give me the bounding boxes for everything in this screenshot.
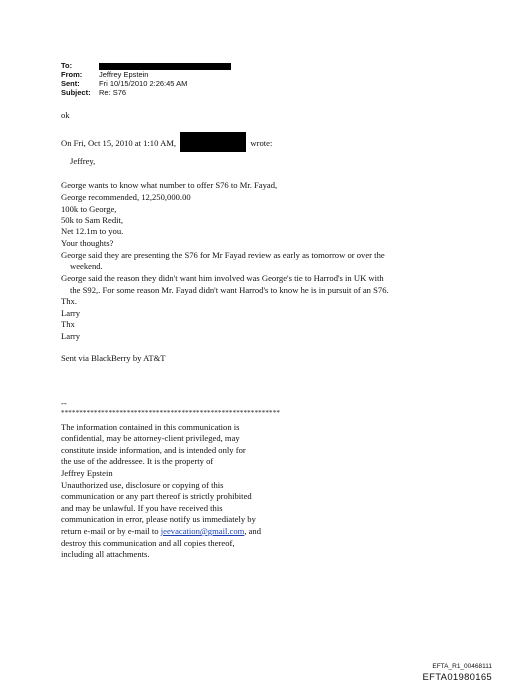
disclaimer-email-line [61,526,261,537]
quote-header [61,132,272,152]
email-link[interactable]: jeevacation@gmail.com [160,526,245,536]
body-line: George said the reason they didn't want him involved was George's tie to Harrod's in UK with [61,273,384,283]
disclaimer-line: communication or any part thereof is strictly prohibited [61,491,252,501]
disclaimer-line: constitute inside information, and is intended only for [61,445,246,455]
disclaimer-line: destroy this communication and all copies thereof, [61,538,235,548]
disclaimer-line: Unauthorized use, disclosure or copying of this [61,480,224,490]
body-line: Thx. [61,296,77,306]
body-line: Your thoughts? [61,238,114,248]
disclaimer-line: including all attachments. [61,549,150,559]
from-row [61,70,231,79]
sent-label: Sent: [61,79,80,88]
disclaimer-line: confidential, may be attorney-client privileged, may [61,433,240,443]
body-line: George recommended, 12,250,000.00 [61,192,191,202]
subject-row [61,88,231,97]
disclaimer-line: The information contained in this communication is [61,422,240,432]
subject-label: Subject: [61,88,91,97]
device-signature: Sent via BlackBerry by AT&T [61,353,166,363]
bates-number-large: EFTA01980165 [422,672,492,683]
email-header [61,61,231,97]
disclaimer-line: communication in error, please notify us immediately by [61,514,256,524]
reply-text: ok [61,110,70,120]
greeting: Jeffrey, [70,156,96,166]
body-line: George wants to know what number to offer S76 to Mr. Fayad, [61,180,278,190]
from-value: Jeffrey Epstein [99,70,149,79]
sent-value: Fri 10/15/2010 2:26:45 AM [99,79,188,88]
bates-number-small: EFTA_R1_00468111 [432,663,492,670]
separator-stars: ************************************************************ [61,409,280,417]
from-label: From: [61,70,83,79]
body-line: 100k to George, [61,204,117,214]
body-line: the S92,. For some reason Mr. Fayad didn't want Harrod's to know he is in pursuit of an S76. [70,285,389,295]
redacted-recipient [99,63,231,70]
body-line: Larry [61,331,81,341]
disclaimer-line: the use of the addressee. It is the property of [61,456,214,466]
quote-header-suffix: wrote: [250,138,273,148]
disclaimer-line: Jeffrey Epstein [61,468,113,478]
body-line: weekend. [70,261,103,271]
to-label: To: [61,61,73,70]
redacted-sender [180,132,246,152]
disclaimer-line: and may be unlawful. If you have received this [61,503,223,513]
body-line: Thx [61,319,75,329]
to-row [61,61,231,70]
sent-row [61,79,231,88]
separator-dashes: -- [61,398,67,408]
subject-value: Re: S76 [99,88,127,97]
disclaimer-email-suffix: , and [244,526,262,536]
disclaimer-email-prefix: return e-mail or by e-mail to [61,526,161,536]
quote-header-prefix: On Fri, Oct 15, 2010 at 1:10 AM, [61,138,177,148]
body-line: George said they are presenting the S76 for Mr Fayad review as early as tomorrow or over the [61,250,385,260]
body-line: 50k to Sam Redit, [61,215,124,225]
body-line: Larry [61,308,81,318]
body-line: Net 12.1m to you. [61,226,124,236]
